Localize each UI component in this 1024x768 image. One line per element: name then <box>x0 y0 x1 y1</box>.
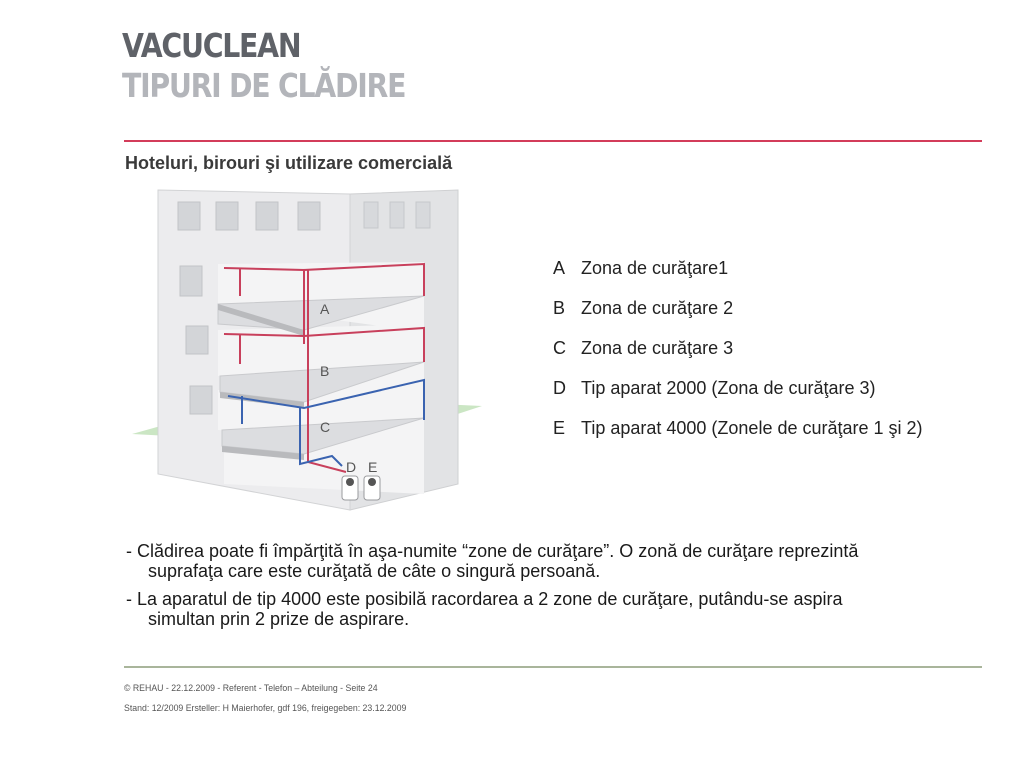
building-illustration <box>128 184 492 512</box>
top-divider <box>124 140 982 142</box>
zone-legend <box>553 258 923 458</box>
label-a: A <box>320 301 330 317</box>
legend-item <box>553 418 923 458</box>
window <box>364 202 378 228</box>
note-line: suprafaţa care este curăţată de câte o singură persoană. <box>148 561 601 581</box>
legend-item <box>553 298 923 338</box>
label-e: E <box>368 459 378 475</box>
legend-key: A <box>553 258 566 278</box>
bottom-divider <box>124 666 982 668</box>
window <box>178 202 200 230</box>
legend-text: Tip aparat 4000 (Zonele de curăţare 1 şi 2) <box>581 418 923 438</box>
legend-item <box>553 258 923 298</box>
note-line: - La aparatul de tip 4000 este posibilă racordarea a 2 zone de curăţare, putându-se aspira <box>126 589 843 609</box>
label-c: C <box>320 419 331 435</box>
window <box>416 202 430 228</box>
note-item <box>126 589 986 629</box>
footer-copyright: © REHAU - 22.12.2009 - Referent - Telefon – Abteilung - Seite 24 <box>124 683 378 694</box>
footer-status: Stand: 12/2009 Ersteller: H Maierhofer, gdf 196, freigegeben: 23.12.2009 <box>124 703 407 714</box>
slide-title: VACUCLEAN <box>122 26 301 65</box>
window <box>216 202 238 230</box>
note-line: - Clădirea poate fi împărţită în aşa-numite “zone de curăţare”. O zonă de curăţare reprezintă <box>126 541 859 561</box>
notes <box>126 541 986 637</box>
slide-subtitle: TIPURI DE CLĂDIRE <box>122 66 406 105</box>
legend-key: D <box>553 378 566 398</box>
window <box>180 266 202 296</box>
legend-text: Zona de curăţare1 <box>581 258 729 278</box>
legend-key: E <box>553 418 566 438</box>
legend-item <box>553 378 923 418</box>
label-d: D <box>346 459 357 475</box>
legend-key: C <box>553 338 566 358</box>
window <box>256 202 278 230</box>
legend-text: Zona de curăţare 2 <box>581 298 734 318</box>
legend-text: Tip aparat 2000 (Zona de curăţare 3) <box>581 378 876 398</box>
legend-text: Zona de curăţare 3 <box>581 338 734 358</box>
section-heading: Hoteluri, birouri şi utilizare comercială <box>125 153 453 173</box>
label-b: B <box>320 363 330 379</box>
window <box>190 386 212 414</box>
legend-item <box>553 338 923 378</box>
note-line: simultan prin 2 prize de aspirare. <box>148 609 410 629</box>
legend-key: B <box>553 298 566 318</box>
window <box>390 202 404 228</box>
note-item <box>126 541 986 581</box>
window <box>186 326 208 354</box>
window <box>298 202 320 230</box>
